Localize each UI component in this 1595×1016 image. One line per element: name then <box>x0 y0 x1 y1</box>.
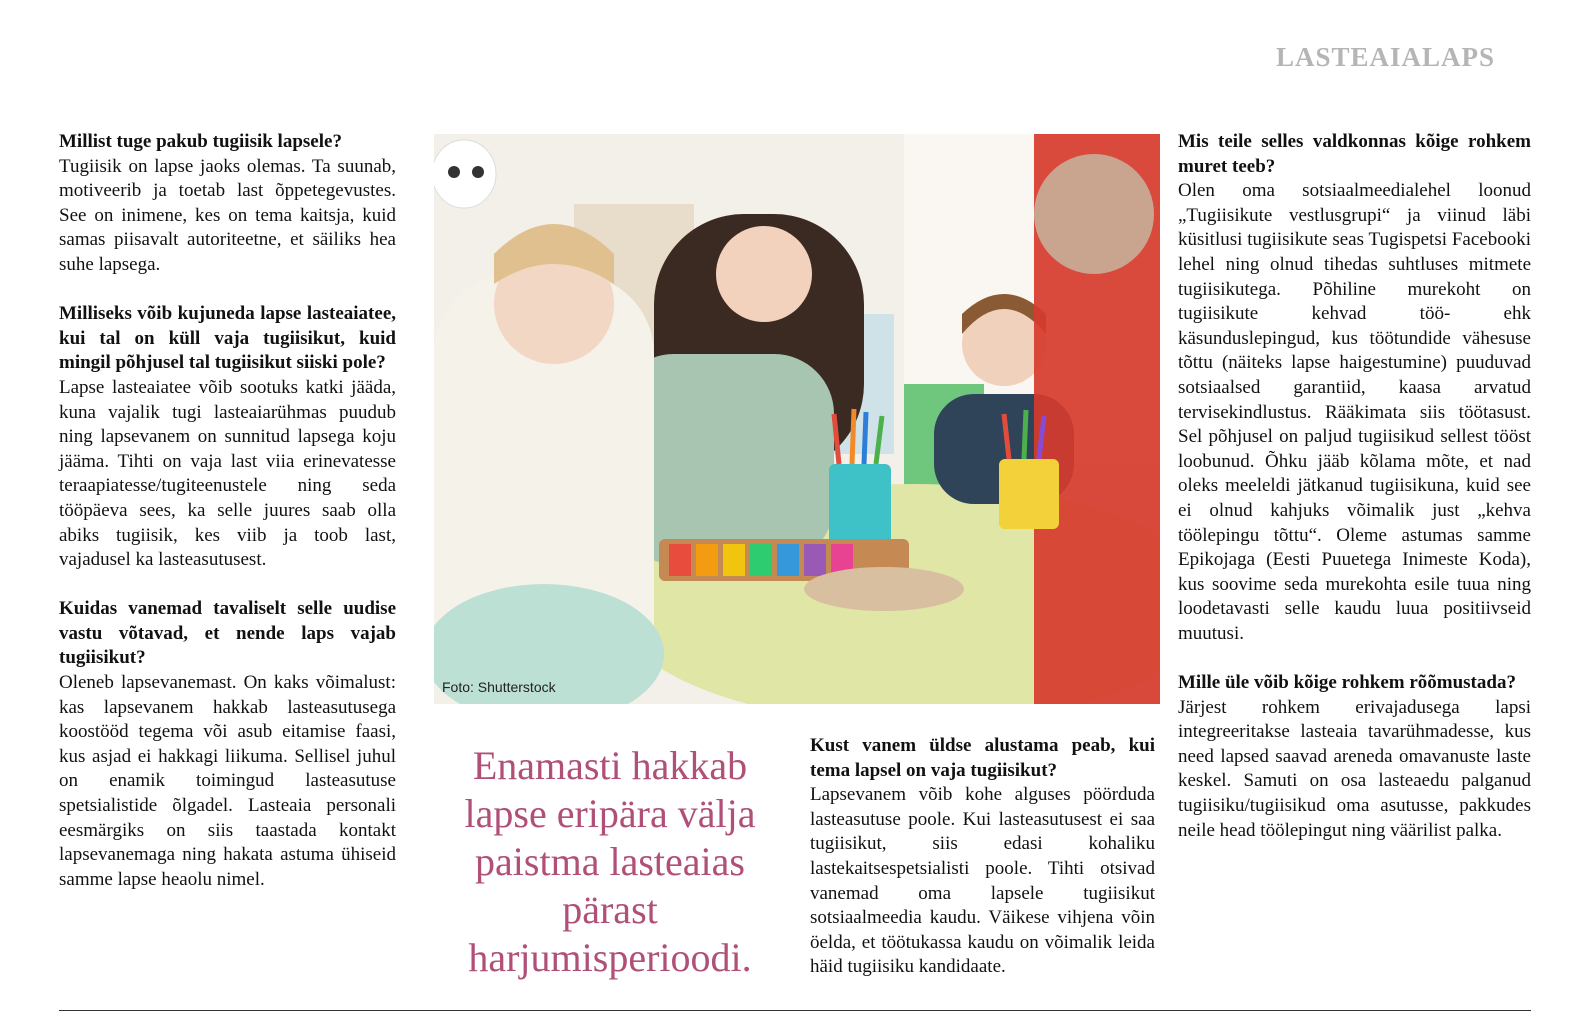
answer-1: Tugiisik on lapse jaoks olemas. Ta suunab, motiveerib ja toetab last õppetegevustes. See on inimene, kes on tema kaitsja, kuid samas piisavalt autoriteetne, et säiliks hea suhe lapsega. <box>59 155 396 275</box>
middle-column <box>810 734 1155 1005</box>
question-3: Kuidas vanemad tavaliselt selle uudise vastu võtavad, et nende laps vajab tugiisikut? <box>59 598 396 669</box>
bottom-rule <box>59 1010 1531 1011</box>
question-5: Mis teile selles valdkonnas kõige rohkem muret teeb? <box>1178 131 1531 177</box>
answer-3: Oleneb lapsevanemast. On kaks võimalust: kas lapsevanem hakkab lasteasutusega koostööd tegema või asub eitamise faasi, kus asjad ei hakkagi liikuma. Sellisel juhul on enamik toimingud lasteasutuse spetsialistide õlgadel. Lasteaia personali eesmärgiks on siis taastada kontakt lapsevanemaga ning hakata astuma ühiseid samme lapse heaolu nimel. <box>59 672 396 890</box>
answer-6: Järjest rohkem erivajadusega lapsi integreeritakse lasteaia tavarühmadesse, kus need lapsed saavad areneda omavanuste laste keskel. Samuti on osa lasteaedu palganud tugiisiku/tugiisikud oma asutusse, pakkudes neile head töölepingut ning väärilist palka. <box>1178 696 1531 841</box>
left-column <box>59 130 396 917</box>
question-4: Kust vanem üldse alustama peab, kui tema lapsel on vaja tugiisikut? <box>810 735 1155 781</box>
question-2: Milliseks võib kujuneda lapse lasteaiatee, kui tal on küll vaja tugiisikut, kuid mingil põhjusel tal tugiisikut siiski pole? <box>59 303 396 374</box>
section-header: LASTEAIALAPS <box>1275 42 1495 72</box>
answer-4: Lapsevanem võib kohe alguses pöörduda lasteasutuse poole. Kui lasteasutusest ei saa tugiisikut, siis edasi kohaliku lastekaitsespetsialisti poole. Tihti otsivad vanemad oma lapsele tugiisikut sotsiaalmeedia kaudu. Väikese vihjena võin öelda, et töötukassa kaudu on võimalik leida häid tugiisiku kandidaate. <box>810 784 1155 978</box>
answer-5: Olen oma sotsiaalmeedialehel loonud „Tugiisikute vestlusgrupi“ ja viinud läbi küsitlusi tugiisikute seas Tugispetsi Facebooki lehel ning olnud tihedas suhtluses mitmete tugiisikutega. Põhiline murekoht on tugiisikute kehvad töö- ehk käsunduslepingud, kus töötundide vähesuse tõttu (näiteks lapse haigestumine) puuduvad sotsiaalsed garantiid, kaasa arvatud tervisekindlustus. Rääkimata siis töötasust. Sel põhjusel on paljud tugiisikud sellest tööst loobunud. Õhku jääb kõlama mõte, et nad oleks meeleldi jätkanud tugiisikuna, kuid see ei olnud kahjuks võimalik just „kehva töölepingu tõttu“. Oleme astumas samme Epikojaga (Eesti Puuetega Inimeste Koda), kus soovime seda murekohta esile tuua ning loodetavasti selle kaudu luua positiivseid muutusi. <box>1178 180 1531 644</box>
pull-quote: Enamasti hakkab lapse eripära välja paistma lasteaias pärast harjumisperioodi. <box>464 743 756 980</box>
photo-credit: Foto: Shutterstock <box>442 679 556 695</box>
right-column <box>1178 130 1531 868</box>
classroom-photo <box>434 134 1160 704</box>
question-6: Mille üle võib kõige rohkem rõõmustada? <box>1178 672 1516 694</box>
question-1: Millist tuge pakub tugiisik lapsele? <box>59 131 342 152</box>
answer-2: Lapse lasteaiatee võib sootuks katki jääda, kuna vajalik tugi lasteaiarühmas puudub ning lapsevanem on sunnitud lapsega koju jääma. Tihti on vaja last viia erinevatesse teraapiatesse/tugiteenustele ning seda tööpäeva sees, ka selle juures saab olla abiks tugiisik, kes viib ja toob last, vajadusel ka lasteasutusest. <box>59 376 396 571</box>
classroom-illustration <box>434 134 1160 704</box>
